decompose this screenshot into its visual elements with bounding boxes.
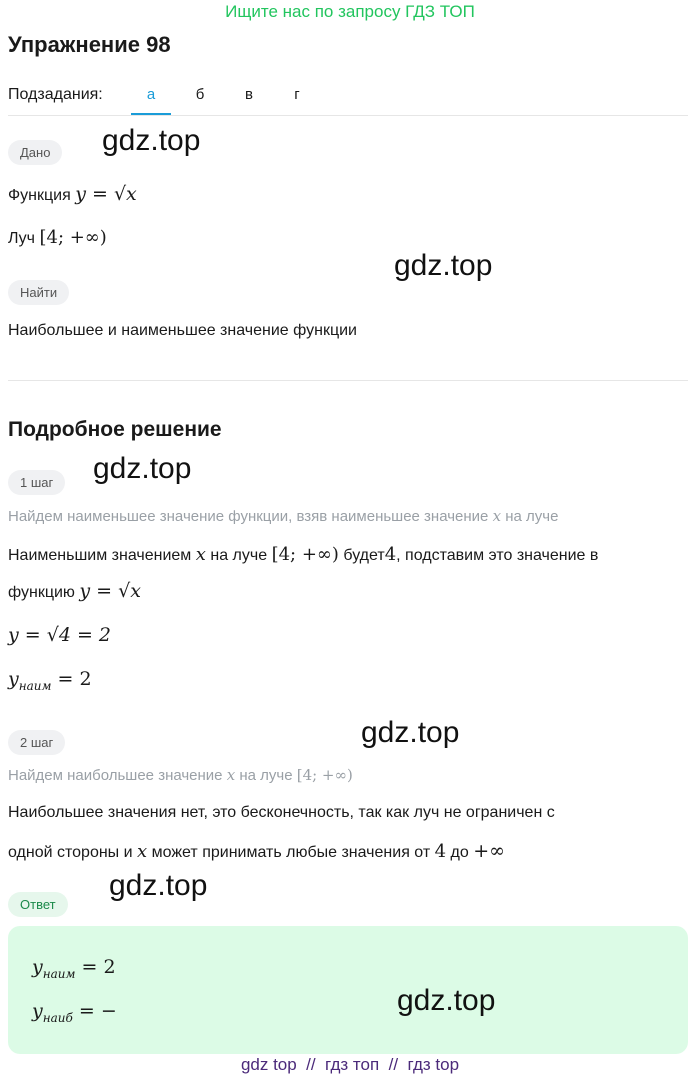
given-function [8, 183, 137, 205]
watermark: gdz.top [109, 869, 208, 902]
section-divider [8, 380, 688, 381]
step1-l1-val: 4 [384, 544, 397, 565]
find-chip: Найти [8, 280, 69, 305]
given-chip: Дано [8, 140, 62, 165]
step1-l1-a: Наименьшим значением [8, 547, 192, 564]
answer-max-var: y [32, 1000, 43, 1022]
step1-l1-c: будет [343, 547, 385, 564]
ray-expr: [4; +∞) [39, 227, 107, 248]
step1-l1-d: , подставим это значение в [396, 547, 599, 564]
given-ray [8, 227, 107, 248]
step1-l2-a: функцию [8, 584, 75, 601]
step2-hint-ray: [4; +∞) [296, 766, 353, 784]
answer-min [32, 956, 116, 981]
step1-result-sub: наим [18, 678, 52, 693]
watermark: gdz.top [102, 124, 201, 157]
answer-min-val: = 2 [81, 956, 116, 978]
step2-l2-c: до [450, 844, 469, 861]
step1-l2-expr: y = √x [79, 580, 141, 602]
step1-line1 [8, 544, 598, 565]
answer-min-sub: наим [42, 966, 76, 981]
step2-l2-to: +∞ [473, 840, 505, 862]
step2-hint-b: на луче [239, 767, 293, 784]
step2-chip: 2 шаг [8, 730, 65, 755]
step1-l1-ray: [4; +∞) [271, 544, 339, 565]
step1-line2 [8, 580, 141, 602]
function-expr: y = √x [75, 183, 137, 205]
watermark: gdz.top [361, 716, 460, 749]
tab-g[interactable]: г [294, 86, 300, 103]
step2-line1: Наибольшее значения нет, это бесконечность, так как луч не ограничен с [8, 804, 555, 821]
watermark: gdz.top [394, 249, 493, 282]
answer-max-val: = − [78, 1000, 117, 1022]
solution-title: Подробное решение [8, 418, 222, 441]
function-label: Функция [8, 187, 71, 204]
step2-l2-b: может принимать любые значения от [151, 844, 431, 861]
answer-chip: Ответ [8, 892, 68, 917]
tabs-divider [8, 115, 688, 116]
step2-hint-var: x [226, 766, 236, 784]
step2-l2-from: 4 [434, 841, 447, 862]
ray-label: Луч [8, 230, 36, 247]
tab-b[interactable]: б [195, 86, 205, 103]
subtasks-label: Подзадания: [8, 86, 103, 103]
footer-links[interactable]: gdz top // гдз топ // гдз top [240, 1055, 460, 1074]
step2-line2 [8, 840, 505, 862]
answer-max-sub: наиб [42, 1010, 73, 1025]
step1-result [8, 668, 92, 693]
step2-l2-var: x [137, 841, 148, 862]
step2-hint [8, 766, 353, 784]
step1-l1-var: x [195, 544, 206, 565]
step1-l1-b: на луче [210, 547, 268, 564]
top-banner[interactable]: Ищите нас по запросу ГДЗ ТОП [225, 2, 475, 21]
step1-hint [8, 507, 558, 525]
step1-result-var: y [8, 668, 19, 690]
step1-hint-var: x [492, 507, 502, 525]
tab-a[interactable]: а [146, 86, 156, 103]
page-title: Упражнение 98 [8, 32, 171, 57]
answer-max [32, 1000, 117, 1025]
answer-min-var: y [32, 956, 43, 978]
active-tab-indicator [131, 113, 171, 115]
tab-v[interactable]: в [245, 86, 253, 103]
step1-hint-a: Найдем наименьшее значение функции, взяв наименьшее значение [8, 508, 489, 525]
answer-box [8, 926, 688, 1054]
step1-result-val: = 2 [57, 668, 92, 690]
find-text: Наибольшее и наименьшее значение функции [8, 322, 357, 339]
step1-calc: y = √4 = 2 [8, 624, 112, 646]
step2-hint-a: Найдем наибольшее значение [8, 767, 223, 784]
watermark: gdz.top [397, 984, 496, 1017]
watermark: gdz.top [93, 452, 192, 485]
step1-chip: 1 шаг [8, 470, 65, 495]
step2-l2-a: одной стороны и [8, 844, 133, 861]
step1-hint-b: на луче [505, 508, 559, 525]
